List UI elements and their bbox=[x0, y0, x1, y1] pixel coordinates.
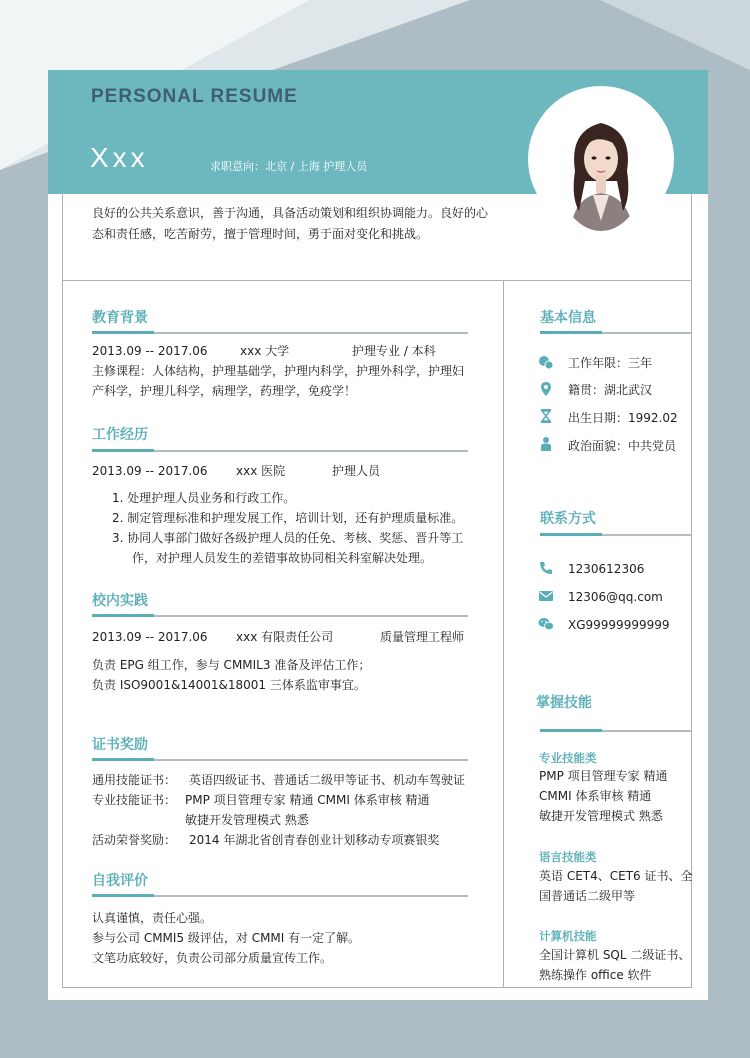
work-item-3: 3. 协同人事部门做好各级护理人员的任免、考核、奖惩、晋升等工 bbox=[112, 531, 464, 545]
skill-item: CMMI 体系审核 精通 bbox=[539, 789, 652, 803]
cert-label: 活动荣誉奖励： bbox=[92, 833, 177, 847]
education-major: 护理专业 / 本科 bbox=[352, 344, 436, 358]
cert-value: 英语四级证书、普通话二级甲等证书、机动车驾驶证 bbox=[189, 773, 466, 787]
basic-info-title: 基本信息 bbox=[540, 310, 596, 326]
campus-desc-1: 负责 EPG 组工作，参与 CMMIL3 准备及评估工作； bbox=[92, 658, 371, 672]
summary-text: 良好的公共关系意识，善于沟通，具备活动策划和组织协调能力。良好的心态和责任感，吃苦耐劳，擅于管理时间，勇于面对变化和挑战。 bbox=[92, 206, 489, 241]
resume-title: PERSONAL RESUME bbox=[91, 86, 298, 107]
skill-item: 熟练操作 office 软件 bbox=[539, 968, 652, 982]
avatar bbox=[553, 111, 649, 231]
cert-value: PMP 项目管理专家 精通 CMMI 体系审核 精通 bbox=[185, 793, 430, 807]
certs-title: 证书奖励 bbox=[92, 737, 148, 753]
self-eval-line: 认真谨慎，责任心强。 bbox=[92, 911, 213, 925]
skills-professional-title: 专业技能类 bbox=[539, 751, 597, 765]
work-underline-accent bbox=[92, 449, 154, 452]
phone-icon bbox=[538, 560, 554, 576]
skill-item: 全国计算机 SQL 二级证书、 bbox=[539, 948, 691, 962]
resume-paper bbox=[48, 70, 708, 1000]
frame-divider-vertical bbox=[503, 280, 504, 988]
frame-divider-horizontal bbox=[62, 280, 692, 281]
skill-item: 国普通话二级甲等 bbox=[539, 889, 636, 903]
work-company: xxx 医院 bbox=[236, 464, 286, 478]
basic-info-item: 出生日期：1992.02 bbox=[568, 411, 678, 425]
basic-info-item: 籍贯：湖北武汉 bbox=[568, 383, 653, 397]
self-eval-line: 参与公司 CMMI5 级评估，对 CMMI 有一定了解。 bbox=[92, 931, 361, 945]
campus-role: 质量管理工程师 bbox=[380, 630, 465, 644]
self-eval-line: 文笔功底较好，负责公司部分质量宣传工作。 bbox=[92, 951, 333, 965]
briefcase-icon bbox=[538, 354, 554, 370]
basic-info-underline-accent bbox=[540, 331, 602, 334]
skill-item: 敏捷开发管理模式 熟悉 bbox=[539, 809, 663, 823]
education-title: 教育背景 bbox=[92, 310, 148, 326]
skill-item: 英语 CET4、CET6 证书、全 bbox=[539, 869, 693, 883]
skills-computer-title: 计算机技能 bbox=[539, 929, 597, 943]
wechat-icon bbox=[538, 616, 554, 632]
person-icon bbox=[538, 436, 554, 452]
work-item-3-cont: 作，对护理人员发生的差错事故协同相关科室解决处理。 bbox=[132, 551, 433, 565]
skills-underline-accent bbox=[540, 729, 602, 732]
campus-desc-2: 负责 ISO9001&14001&18001 三体系监审事宜。 bbox=[92, 678, 366, 692]
contact-item: XG99999999999 bbox=[568, 618, 670, 632]
cert-label: 通用技能证书： bbox=[92, 773, 177, 787]
campus-period: 2013.09 -- 2017.06 bbox=[92, 630, 208, 644]
hourglass-icon bbox=[538, 408, 554, 424]
contact-underline-accent bbox=[540, 533, 602, 536]
education-courses: 主修课程：人体结构，护理基础学，护理内科学，护理外科学，护理妇 bbox=[92, 364, 465, 378]
work-role: 护理人员 bbox=[332, 464, 381, 478]
work-item-2: 2. 制定管理标准和护理发展工作，培训计划，还有护理质量标准。 bbox=[112, 511, 464, 525]
skills-language-title: 语言技能类 bbox=[539, 850, 597, 864]
basic-info-item: 工作年限：三年 bbox=[568, 356, 653, 370]
cert-value: 敏捷开发管理模式 熟悉 bbox=[185, 813, 309, 827]
email-icon bbox=[538, 588, 554, 604]
work-title: 工作经历 bbox=[92, 427, 148, 443]
certs-underline-accent bbox=[92, 758, 154, 761]
cert-label: 专业技能证书： bbox=[92, 793, 177, 807]
work-period: 2013.09 -- 2017.06 bbox=[92, 464, 208, 478]
skills-title: 掌握技能 bbox=[536, 695, 592, 711]
contact-item: 1230612306 bbox=[568, 562, 645, 576]
contact-item: 12306@qq.com bbox=[568, 590, 663, 604]
education-courses-cont: 产科学，护理儿科学，病理学，药理学，免疫学！ bbox=[92, 384, 357, 398]
campus-title: 校内实践 bbox=[92, 593, 148, 609]
education-school: xxx 大学 bbox=[240, 344, 290, 358]
campus-underline-accent bbox=[92, 614, 154, 617]
work-item-1: 1. 处理护理人员业务和行政工作。 bbox=[112, 491, 296, 505]
basic-info-item: 政治面貌：中共党员 bbox=[568, 439, 677, 453]
campus-company: xxx 有限责任公司 bbox=[236, 630, 334, 644]
frame-bottom bbox=[62, 987, 692, 988]
education-underline-accent bbox=[92, 331, 154, 334]
contact-title: 联系方式 bbox=[540, 511, 596, 527]
skill-item: PMP 项目管理专家 精通 bbox=[539, 769, 668, 783]
cert-value: 2014 年湖北省创青春创业计划移动专项赛银奖 bbox=[189, 833, 440, 847]
self-eval-title: 自我评价 bbox=[92, 873, 148, 889]
frame-left bbox=[62, 194, 63, 988]
candidate-name: Xxx bbox=[90, 142, 149, 173]
self-eval-underline-accent bbox=[92, 894, 154, 897]
location-pin-icon bbox=[538, 381, 554, 397]
education-period: 2013.09 -- 2017.06 bbox=[92, 344, 208, 358]
job-intention: 求职意向：北京 / 上海 护理人员 bbox=[210, 160, 368, 173]
